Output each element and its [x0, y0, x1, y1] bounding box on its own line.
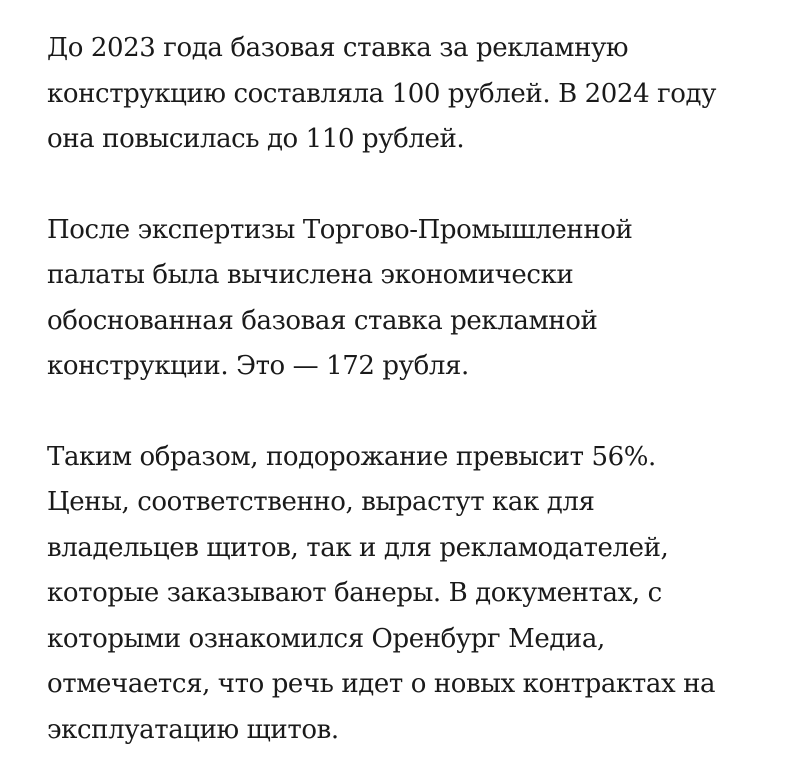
paragraph-price-increase: [47, 435, 777, 754]
text-line: До 2023 года базовая ставка за рекламную: [47, 33, 629, 63]
text-line: конструкции. Это — 172 рубля.: [47, 351, 469, 381]
text-line: отмечается, что речь идет о новых контрактах на: [47, 669, 716, 699]
text-line: обоснованная базовая ставка рекламной: [47, 305, 598, 336]
text-line: владельцев щитов, так и для рекламодателей,: [47, 532, 669, 563]
paragraph-base-rate: [47, 26, 777, 163]
article-body: [47, 26, 777, 753]
text-line: Цены, соответственно, вырастут как для: [47, 487, 595, 517]
text-line: которые заказывают банеры. В документах, с: [47, 578, 662, 608]
text-line: она повысилась до 110 рублей.: [47, 124, 465, 154]
text-line: которыми ознакомился Оренбург Медиа,: [47, 623, 605, 654]
paragraph-expertise: [47, 208, 777, 390]
text-line: эксплуатацию щитов.: [47, 714, 339, 745]
text-line: палаты была вычислена экономически: [47, 260, 574, 290]
text-line: После экспертизы Торгово-Промышленной: [47, 214, 633, 245]
text-line: Таким образом, подорожание превысит 56%.: [47, 441, 656, 472]
text-line: конструкцию составляла 100 рублей. В 2024 году: [47, 78, 717, 109]
